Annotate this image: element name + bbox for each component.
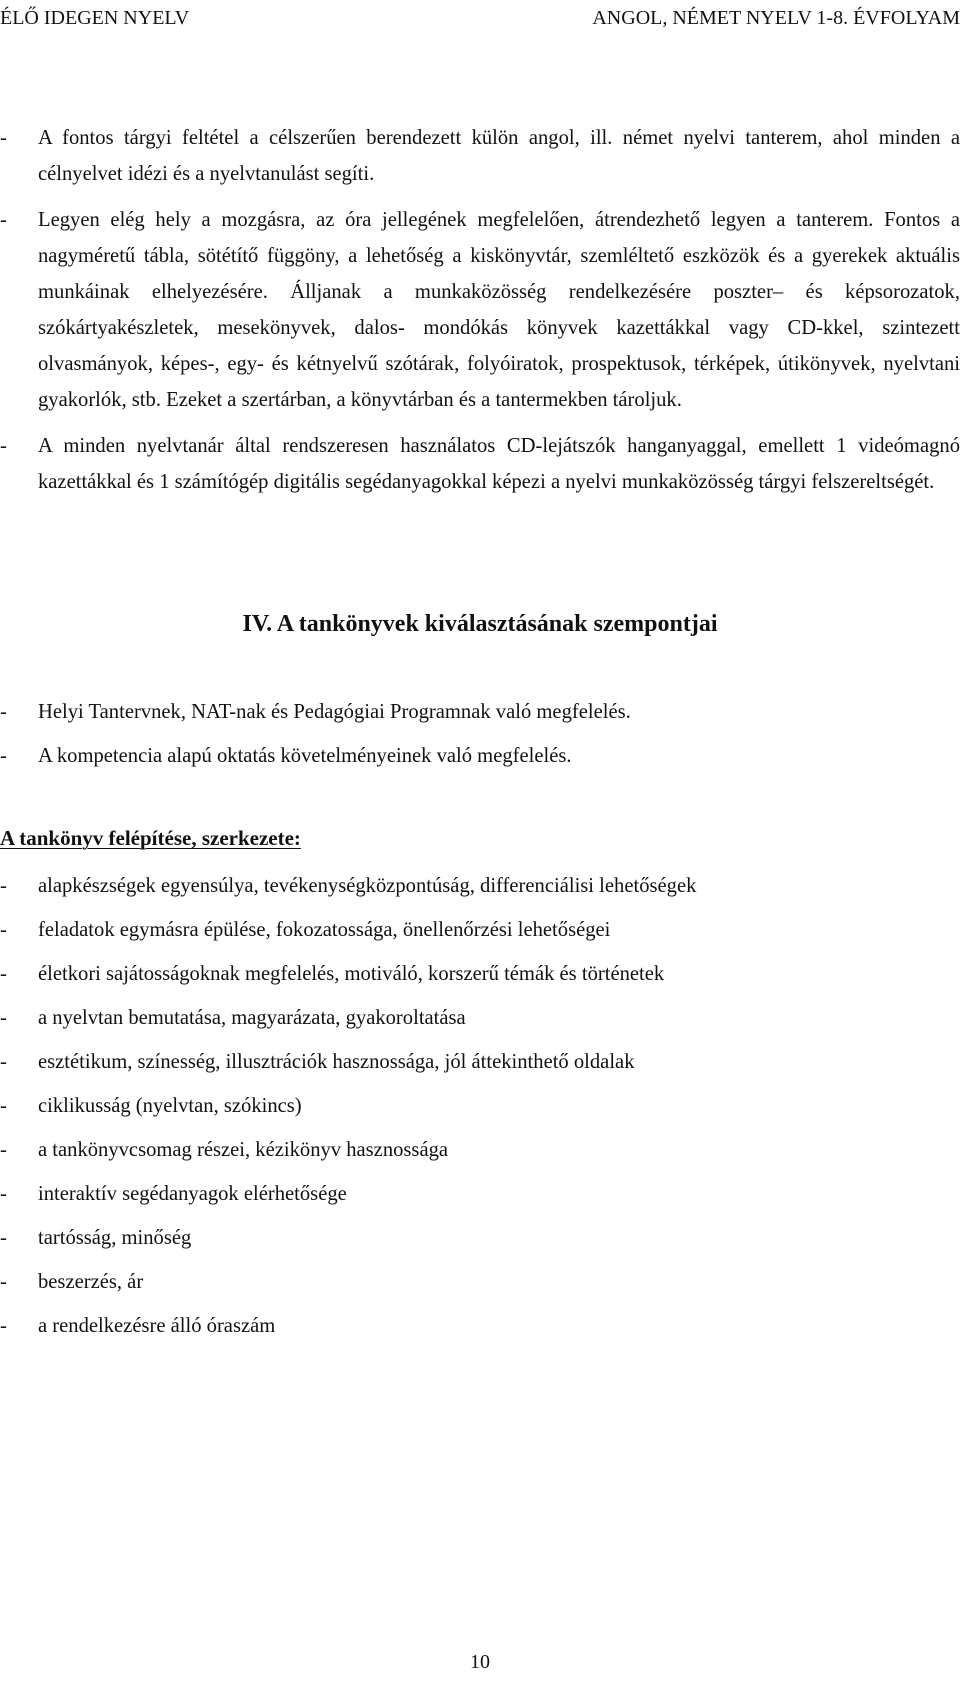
dash-marker: - <box>0 1095 7 1117</box>
structure-item-text: a rendelkezésre álló óraszám <box>38 1315 276 1337</box>
spacer <box>0 778 960 820</box>
spacer <box>0 642 960 690</box>
dash-marker: - <box>0 1183 7 1205</box>
dash-marker: - <box>0 1139 7 1161</box>
structure-list-item <box>0 908 960 952</box>
structure-list-item <box>0 1040 960 1084</box>
dash-marker: - <box>0 963 7 985</box>
structure-list-item <box>0 1260 960 1304</box>
dash-marker: - <box>0 701 7 723</box>
dash-marker: - <box>0 1227 7 1249</box>
dash-marker: - <box>0 1051 7 1073</box>
dash-marker: - <box>0 435 7 457</box>
structure-item-text: tartósság, minőség <box>38 1227 192 1249</box>
page-content <box>0 120 960 1348</box>
structure-item-text: beszerzés, ár <box>38 1271 144 1293</box>
intro-list-item <box>0 202 960 418</box>
dash-marker: - <box>0 209 7 231</box>
structure-item-text: a tankönyvcsomag részei, kézikönyv hasznossága <box>38 1139 449 1161</box>
structure-list-item <box>0 1216 960 1260</box>
dash-marker: - <box>0 1007 7 1029</box>
structure-list-item <box>0 864 960 908</box>
structure-item-text: a nyelvtan bemutatása, magyarázata, gyakoroltatása <box>38 1007 466 1029</box>
page-number: 10 <box>470 1651 490 1673</box>
section-title: IV. A tankönyvek kiválasztásának szempontjai <box>242 611 718 637</box>
criteria-item <box>0 690 960 734</box>
structure-list-item <box>0 952 960 996</box>
dash-marker: - <box>0 1271 7 1293</box>
dash-marker: - <box>0 919 7 941</box>
structure-heading: A tankönyv felépítése, szerkezete: <box>0 826 301 850</box>
structure-list-item <box>0 1128 960 1172</box>
structure-item-text: ciklikusság (nyelvtan, szókincs) <box>38 1095 302 1117</box>
intro-item-text: A minden nyelvtanár által rendszeresen használatos CD-lejátszók hanganyaggal, emellett 1 videómagnó kazettákkal és 1 számítógép digitális segédanyagokkal képezi a nyelvi munkaközösség tárgyi felszereltségét. <box>38 435 960 493</box>
spacer <box>0 856 960 864</box>
structure-list <box>0 864 960 1348</box>
structure-list-item <box>0 1304 960 1348</box>
structure-item-text: esztétikum, színesség, illusztrációk hasznossága, jól áttekinthető oldalak <box>38 1051 635 1073</box>
intro-item-text: A fontos tárgyi feltétel a célszerűen berendezett külön angol, ill. német nyelvi tanterem, ahol minden a célnyelvet idézi és a nyelvtanulást segíti. <box>38 127 960 185</box>
intro-list-item <box>0 120 960 192</box>
structure-list-item <box>0 1084 960 1128</box>
spacer <box>0 500 960 606</box>
intro-item-text: Legyen elég hely a mozgásra, az óra jellegének megfelelően, átrendezhető legyen a tanterem. Fontos a nagyméretű tábla, sötétítő függöny, a lehetőség a kiskönyvtár, szemléltető eszközök és a gyerekek aktuális munkáinak elhelyezésére. Álljanak a munkaközösség rendelkezésére poszter– és képsorozatok, szókártyakészletek, mesekönyvek, dalos- mondókás könyvek kazettákkal vagy CD-kkel, szintezett olvasmányok, képes-, egy- és kétnyelvű szótárak, folyóiratok, prospektusok, térképek, útikönyvek, nyelvtani gyakorlók, stb. Ezeket a szertárban, a könyvtárban és a tantermekben tároljuk. <box>38 209 960 411</box>
header-grade-range: ANGOL, NÉMET NYELV 1-8. ÉVFOLYAM <box>592 7 960 29</box>
criteria-item-text: A kompetencia alapú oktatás követelményeinek való megfelelés. <box>38 745 572 767</box>
criteria-item <box>0 734 960 778</box>
structure-item-text: feladatok egymásra épülése, fokozatossága, önellenőrzési lehetőségei <box>38 919 611 941</box>
dash-marker: - <box>0 1315 7 1337</box>
dash-marker: - <box>0 875 7 897</box>
intro-list-item <box>0 428 960 500</box>
spacer <box>0 418 960 428</box>
running-header <box>0 0 960 36</box>
structure-item-text: alapkészségek egyensúlya, tevékenységközpontúság, differenciálisi lehetőségek <box>38 875 697 897</box>
structure-list-item <box>0 996 960 1040</box>
spacer <box>0 192 960 202</box>
structure-item-text: interaktív segédanyagok elérhetősége <box>38 1183 347 1205</box>
criteria-item-text: Helyi Tantervnek, NAT-nak és Pedagógiai Programnak való megfelelés. <box>38 701 631 723</box>
dash-marker: - <box>0 127 7 149</box>
structure-item-text: életkori sajátosságoknak megfelelés, motiváló, korszerű témák és történetek <box>38 963 665 985</box>
structure-list-item <box>0 1172 960 1216</box>
dash-marker: - <box>0 745 7 767</box>
header-subject: ÉLŐ IDEGEN NYELV <box>0 7 190 29</box>
